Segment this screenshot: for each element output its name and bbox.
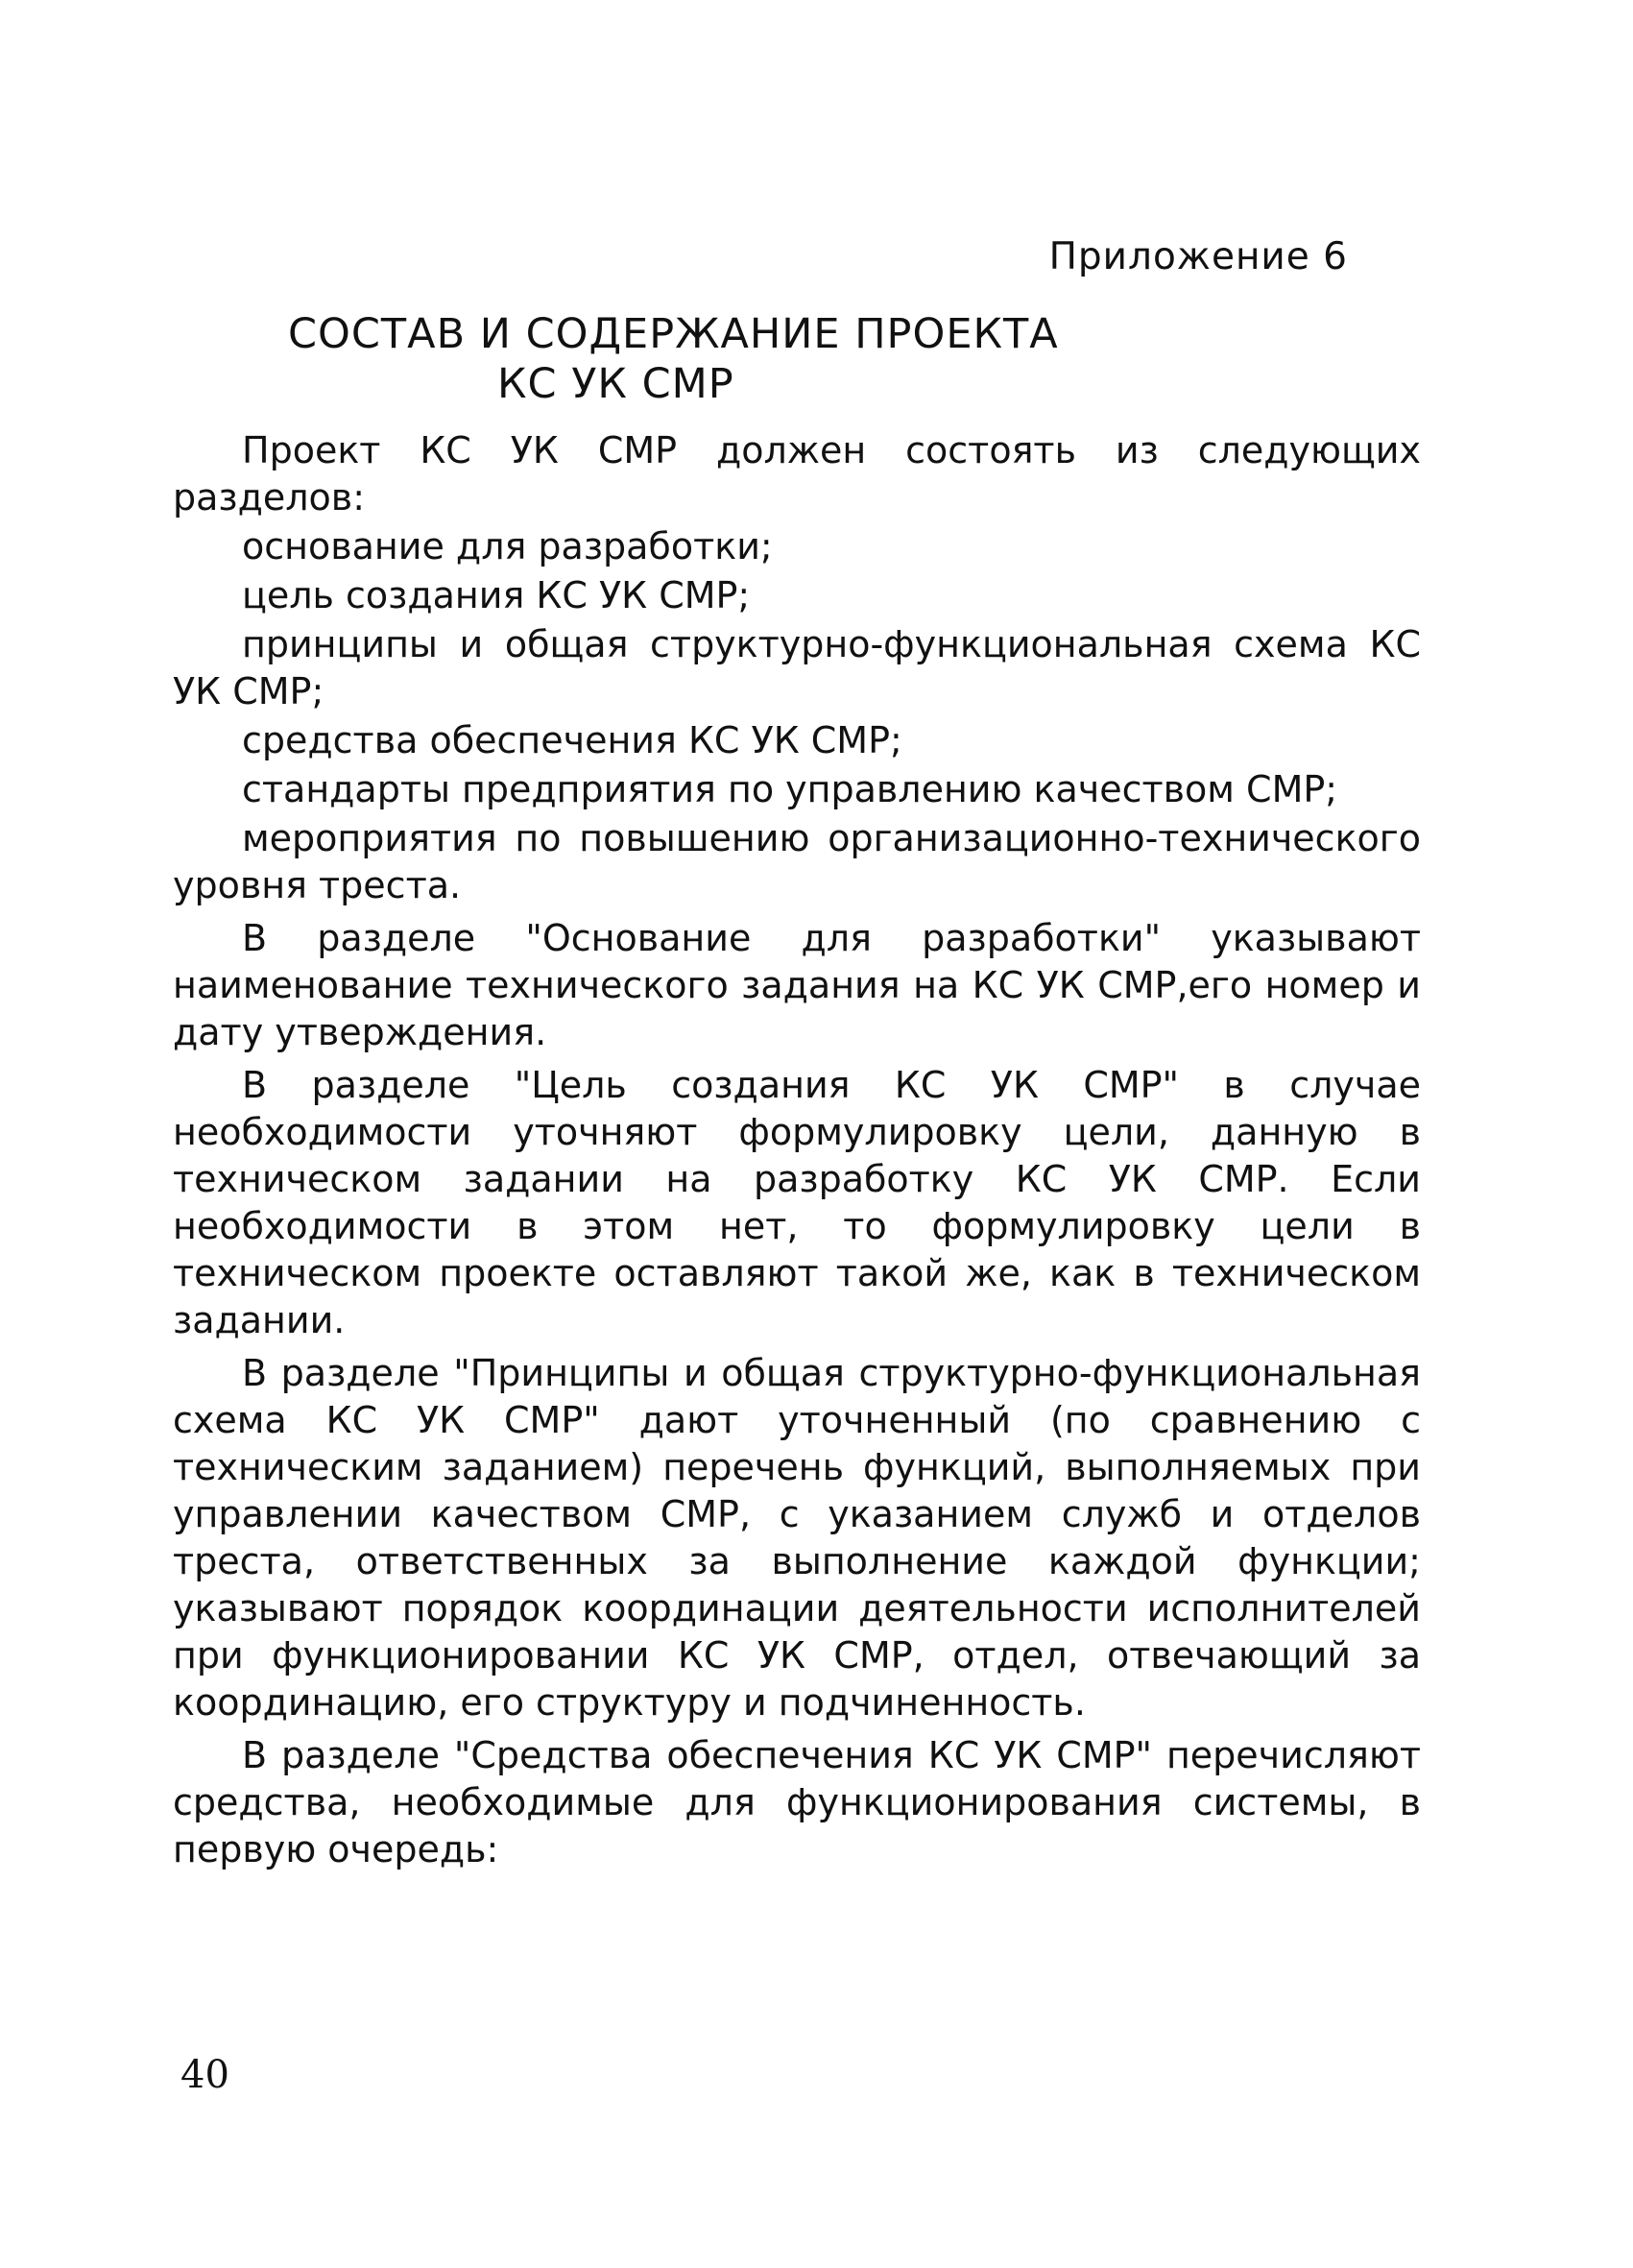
- paragraph-principles: В разделе "Принципы и общая структурно-функциональная схема КС УК СМР" дают уточненный (по сравнению с техническим заданием) перечень функций, выполняемых при управлении качеством СМР, с указанием служб и отделов треста, ответственных за выполнение каждой функции; указывают порядок координации деятельности исполнителей при функционировании КС УК СМР, отдел, отвечающий за координацию, его структуру и подчиненность.: [173, 1352, 1421, 1724]
- intro-paragraph: Проект КС УК СМР должен состоять из следующих разделов:: [173, 429, 1421, 519]
- list-item: основание для разработки;: [242, 525, 773, 567]
- page-title: [288, 309, 1152, 409]
- page-number: 40: [180, 2053, 229, 2097]
- list-item: средства обеспечения КС УК СМР;: [242, 719, 902, 761]
- title-line-2: КС УК СМР: [497, 360, 734, 408]
- list-item: мероприятия по повышению организационно-технического уровня треста.: [173, 817, 1421, 906]
- document-body: [173, 427, 1421, 1873]
- list-item: цель создания КС УК СМР;: [242, 574, 751, 616]
- paragraph-basis: В разделе "Основание для разработки" указывают наименование технического задания на КС УК СМР,его номер и дату утверждения.: [173, 917, 1421, 1053]
- paragraph-goal: В разделе "Цель создания КС УК СМР" в случае необходимости уточняют формулировку цели, данную в техническом задании на разработку КС УК СМР. Если необходимости в этом нет, то формулировку цели в техническом проекте оставляют такой же, как в техническом задании.: [173, 1064, 1421, 1341]
- list-item: стандарты предприятия по управлению качеством СМР;: [242, 768, 1338, 810]
- appendix-label: Приложение 6: [1048, 235, 1348, 278]
- title-line-1: СОСТАВ И СОДЕРЖАНИЕ ПРОЕКТА: [288, 310, 1059, 358]
- paragraph-means: В разделе "Средства обеспечения КС УК СМР" перечисляют средства, необходимые для функционирования системы, в первую очередь:: [173, 1734, 1421, 1870]
- list-item: принципы и общая структурно-функциональная схема КС УК СМР;: [173, 623, 1421, 712]
